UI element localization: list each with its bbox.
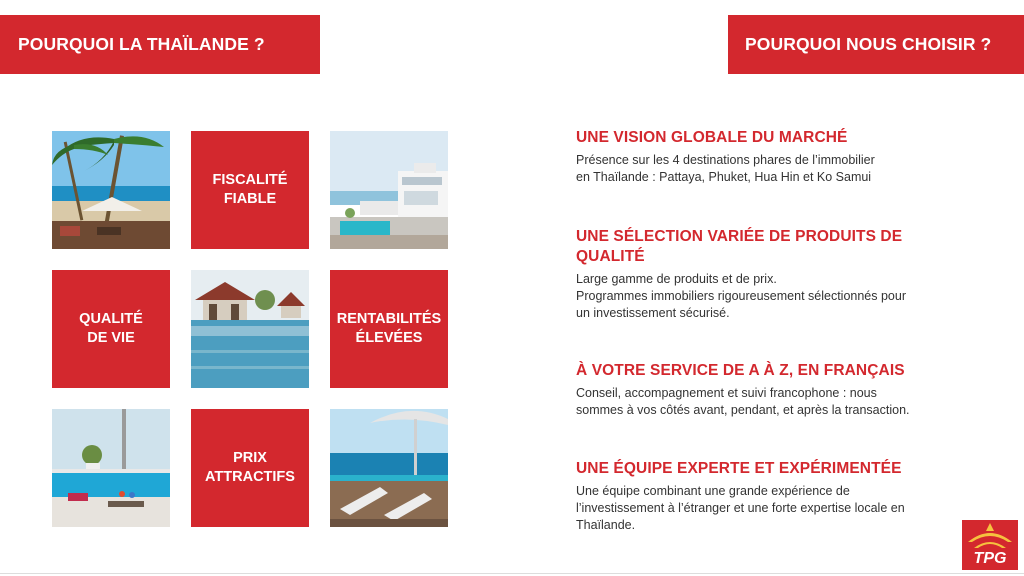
tile-rentabilites-label: RENTABILITÉS ÉLEVÉES [336, 311, 442, 346]
tile-fiscalite [191, 131, 309, 249]
logo-text: TPG [973, 550, 1007, 567]
feature-selection [576, 227, 976, 322]
ocean-loungers-photo [330, 409, 448, 527]
left-section-title: POURQUOI LA THAÏLANDE ? [18, 34, 265, 54]
villa-pool-photo [330, 131, 448, 249]
feature-service-title: À VOTRE SERVICE DE A À Z, EN FRANÇAIS [576, 362, 905, 379]
tile-qualite-label: QUALITÉ DE VIE [79, 311, 143, 346]
feature-vision [576, 128, 976, 186]
thai-pavilion-photo [191, 270, 309, 388]
feature-service [576, 361, 976, 419]
bottom-divider [0, 573, 1024, 574]
feature-vision-text: Présence sur les 4 destinations phares de l’immobilier en Thaïlande : Pattaya, Phuket, Hua Hin et Ko Samui [576, 153, 875, 184]
feature-equipe [576, 459, 976, 534]
tile-prix-label: PRIX ATTRACTIFS [205, 450, 295, 485]
beach-palms-photo [52, 131, 170, 249]
feature-vision-title: UNE VISION GLOBALE DU MARCHÉ [576, 129, 848, 146]
left-section-banner [0, 15, 320, 74]
tile-prix [191, 409, 309, 527]
feature-equipe-title: UNE ÉQUIPE EXPERTE ET EXPÉRIMENTÉE [576, 460, 902, 477]
feature-selection-text: Large gamme de produits et de prix. Programmes immobiliers rigoureusement sélectionnés pour un investissement sécurisé. [576, 272, 906, 320]
right-section-title: POURQUOI NOUS CHOISIR ? [745, 34, 992, 54]
right-section-banner [728, 15, 1024, 74]
tile-fiscalite-label: FISCALITÉ FIABLE [212, 172, 288, 207]
feature-equipe-text: Une équipe combinant une grande expérience de l’investissement à l’étranger et une forte expertise locale en Thaïlande. [576, 484, 905, 532]
feature-service-text: Conseil, accompagnement et suivi francophone : nous sommes à vos côtés avant, pendant, et après la transaction. [576, 386, 910, 417]
tpg-logo [962, 520, 1018, 570]
tile-qualite [52, 270, 170, 388]
pool-terrace-photo [52, 409, 170, 527]
tile-rentabilites [330, 270, 448, 388]
temple-roof-icon [962, 520, 1018, 552]
feature-selection-title: UNE SÉLECTION VARIÉE DE PRODUITS DE QUALITÉ [576, 228, 903, 265]
